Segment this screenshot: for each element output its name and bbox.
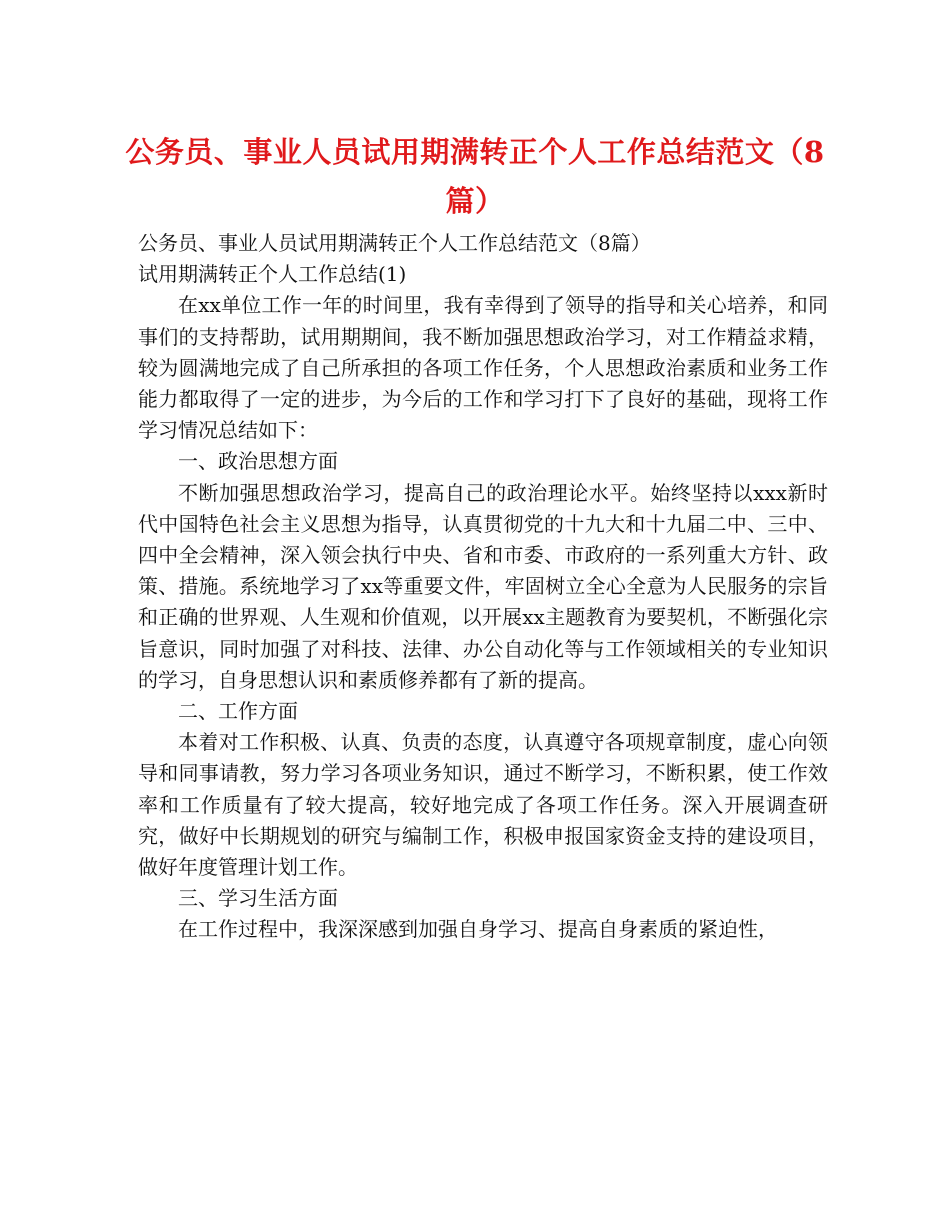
study-life-paragraph: 在工作过程中，我深深感到加强自身学习、提高自身素质的紧迫性， xyxy=(178,917,778,942)
document-body xyxy=(138,228,828,946)
work-paragraph: 本着对工作积极、认真、负责的态度，认真遵守各项规章制度，虚心向领导和同事请教，努力学习各项业务知识，通过不断学习，不断积累，使工作效率和工作质量有了较大提高，较好地完成了各项工作任务。深入开展调查研究，做好中长期规划的研究与编制工作，积极申报国家资金支持的建设项目，做好年度管理计划工作。 xyxy=(138,730,828,880)
subtitle-line: 公务员、事业人员试用期满转正个人工作总结范文（8篇） xyxy=(138,231,651,255)
heading-study-life: 三、学习生活方面 xyxy=(178,886,338,911)
political-paragraph: 不断加强思想政治学习，提高自己的政治理论水平。始终坚持以xxx新时代中国特色社会主义思想为指导，认真贯彻党的十九大和十九届二中、三中、四中全会精神，深入领会执行中央、省和市委、市政府的一系列重大方针、政策、措施。系统地学习了xx等重要文件，牢固树立全心全意为人民服务的宗旨和正确的世界观、人生观和价值观，以开展xx主题教育为要契机，不断强化宗旨意识，同时加强了对科技、法律、办公自动化等与工作领域相关的专业知识的学习，自身思想认识和素质修养都有了新的提高。 xyxy=(138,480,828,692)
heading-work: 二、工作方面 xyxy=(178,699,298,724)
heading-political: 一、政治思想方面 xyxy=(178,449,338,474)
document-title: 公务员、事业人员试用期满转正个人工作总结范文（8篇） xyxy=(125,135,825,218)
section-title: 试用期满转正个人工作总结(1) xyxy=(138,262,407,287)
intro-paragraph: 在xx单位工作一年的时间里，我有幸得到了领导的指导和关心培养，和同事们的支持帮助，试用期期间，我不断加强思想政治学习，对工作精益求精，较为圆满地完成了自己所承担的各项工作任务，个人思想政治素质和业务工作能力都取得了一定的进步，为今后的工作和学习打下了良好的基础，现将工作学习情况总结如下： xyxy=(138,293,828,443)
